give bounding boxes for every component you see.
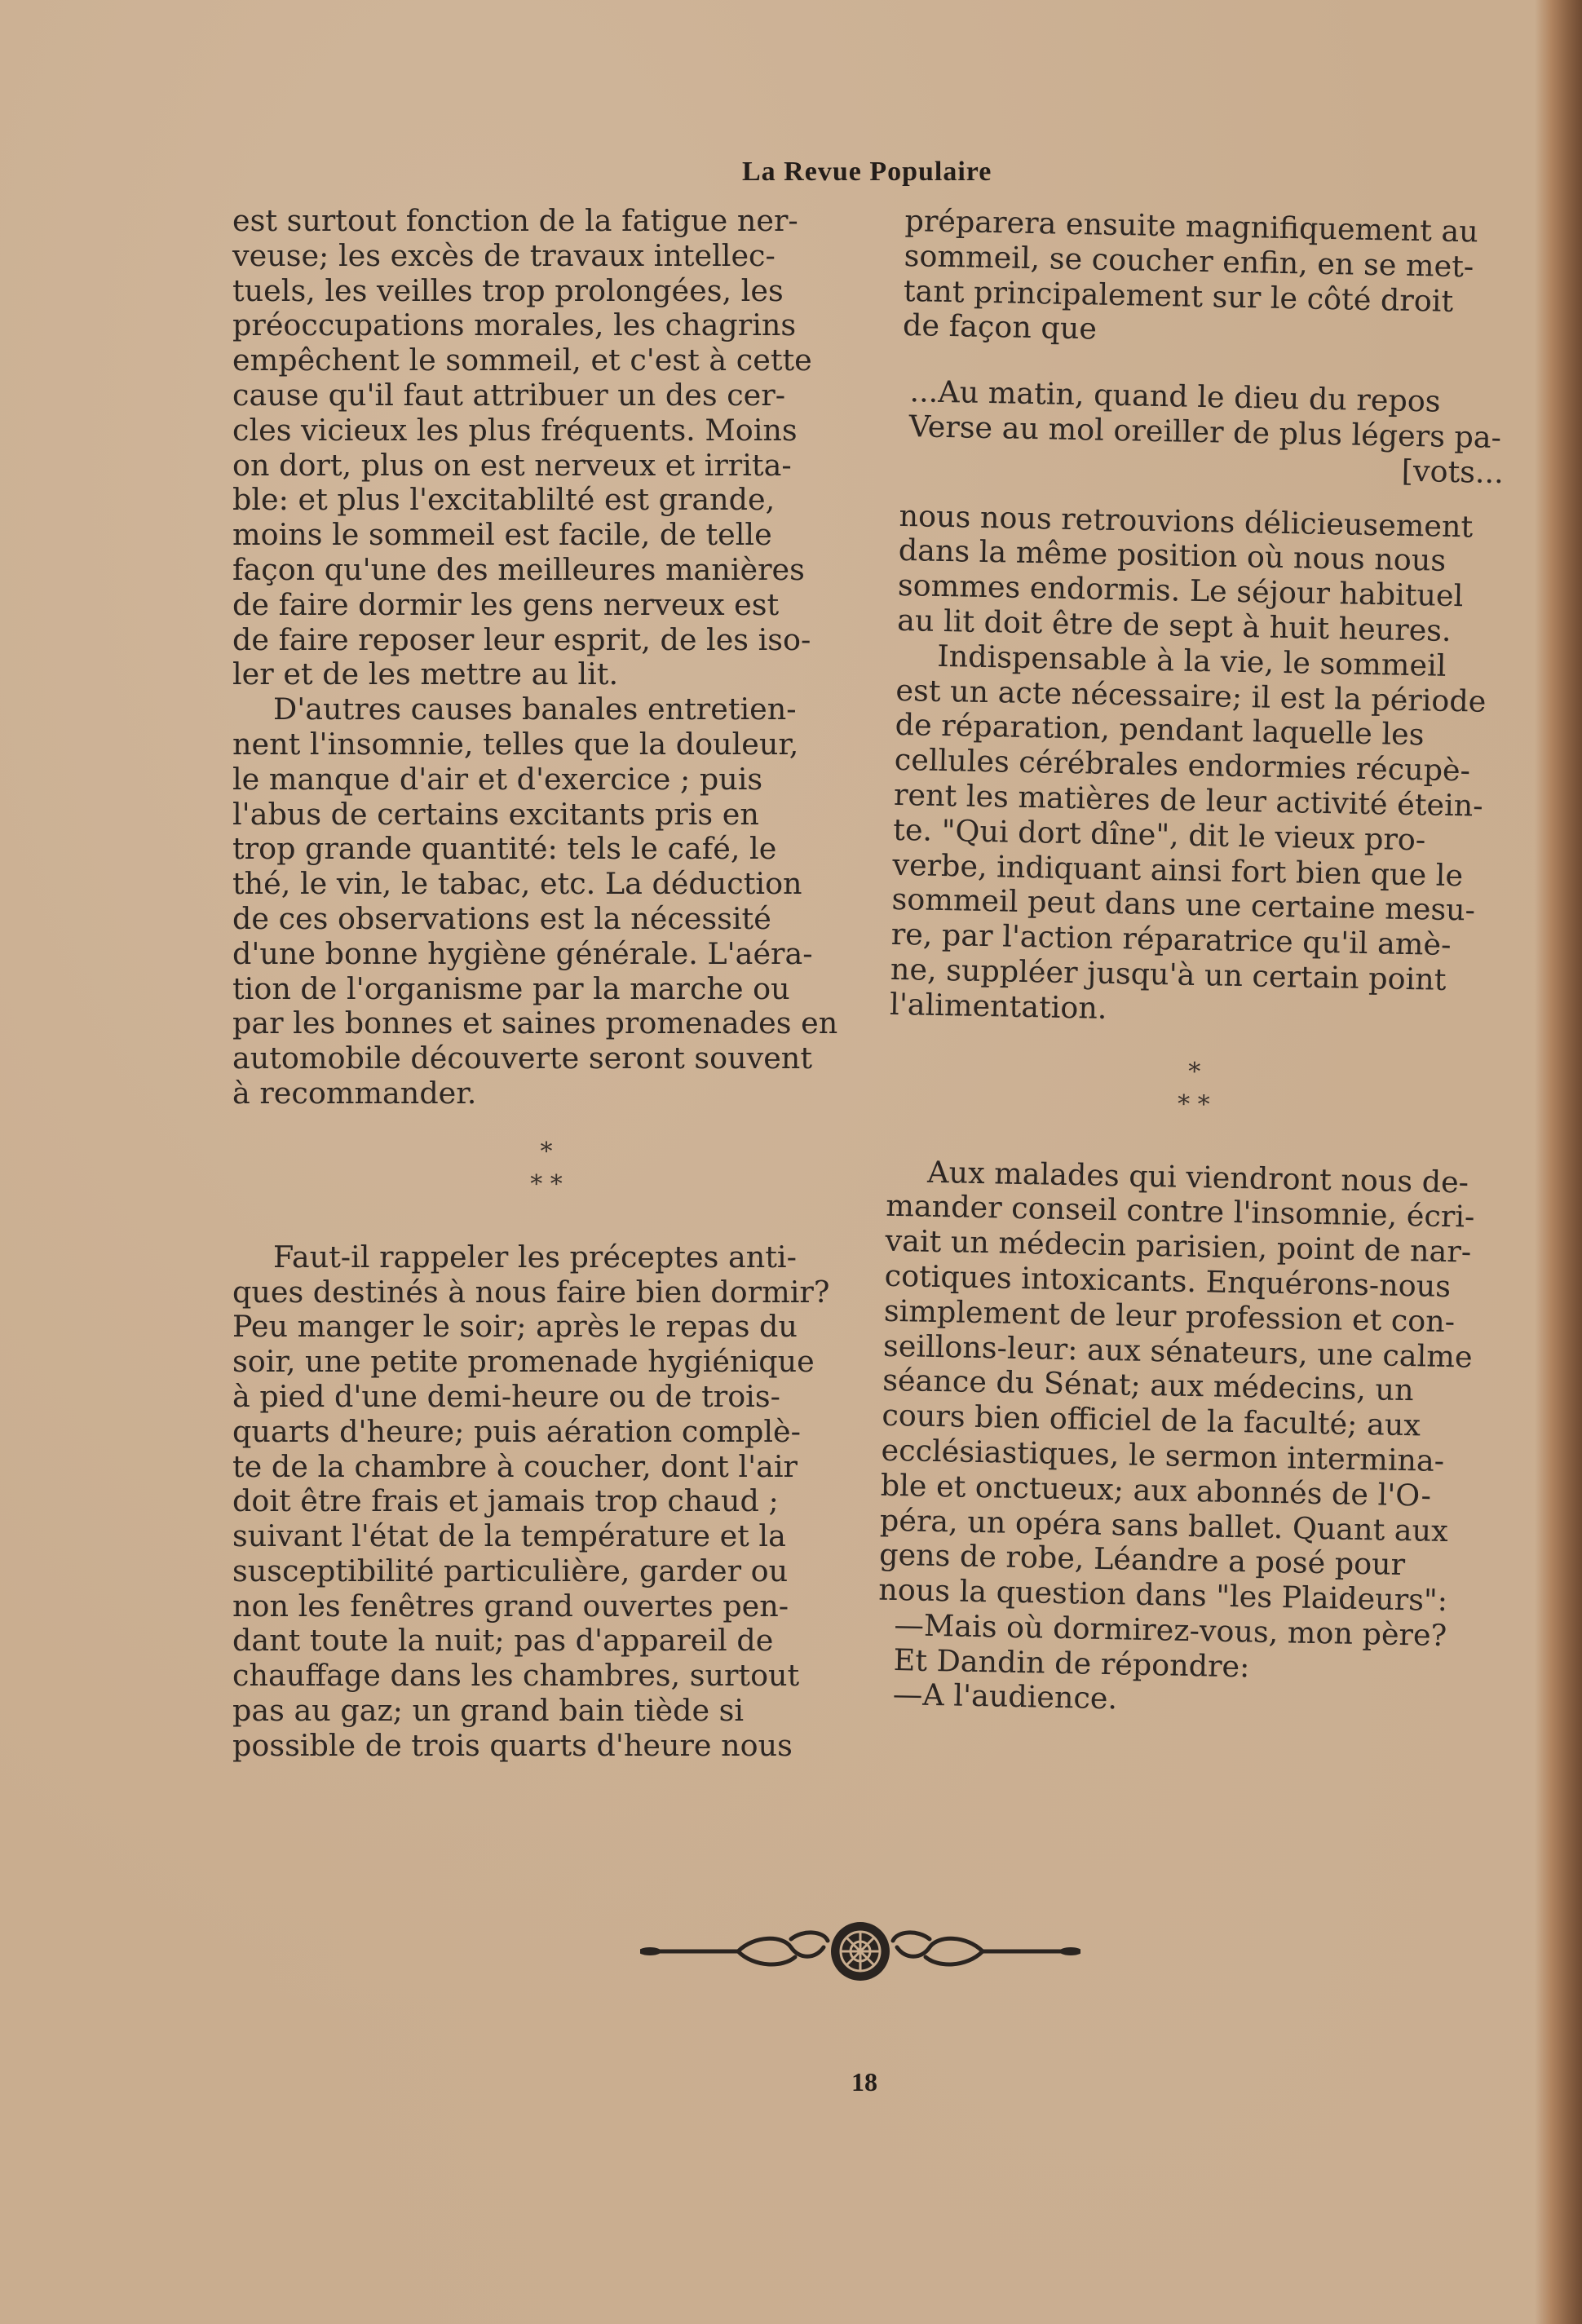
right-paragraph-4: Aux malades qui viendront nous de- mander conseil contre l'insomnie, écri- vait un médecin parisien, point de nar- cotiques intoxicants. Enquérons-nous simplement de leur profession et con- seillons-leur: aux sénateurs, une calme séance du Sénat; aux médecins, un cours bien officiel de la faculté; aux ecclésiastiques, le sermon intermina- ble et onctueux; aux abonnés de l'O- péra, un opéra sans ballet. Quant aux gens de robe, Léandre a posé pour nous la question dans "les Plaideurs": xyxy=(877,1154,1475,1619)
left-paragraph-2: D'autres causes banales entretien- nent l'insomnie, telles que la douleur, le manque d'air et d'exercice ; puis l'abus de certains excitants pris en trop grande quantité: tels le café, le thé, le vin, le tabac, etc. La déduction de ces observations est la nécessité d'une bonne hygiène générale. L'aéra- tion de l'organisme par la marche ou par les bonnes et saines promenades en automobile découverte seront souvent à recommander. xyxy=(232,691,838,1111)
verse-line-2: Verse au mol oreiller de plus légers pa- xyxy=(908,409,1502,456)
left-column xyxy=(232,204,860,1764)
section-separator-top: * xyxy=(540,1137,553,1166)
page-edge xyxy=(1535,0,1582,2324)
section-separator-top: * xyxy=(1187,1057,1201,1086)
section-separator-bottom: * * xyxy=(1177,1089,1210,1119)
verse-line-3: [vots... xyxy=(1401,453,1505,490)
right-paragraph-3: Indispensable à la vie, le sommeil est un acte nécessaire; il est la période de réparation, pendant laquelle les cellules cérébrales endormies récupè- rent les matières de leur activité étein- te. "Qui dort dîne", dit le vieux pro- verbe, indiquant ainsi fort bien que le sommeil peut dans une certaine mesu- re, par l'action réparatrice qu'il amè- ne, suppléer jusqu'à un certain point l'alimentation. xyxy=(889,638,1487,1026)
left-paragraph-1: est surtout fonction de la fatigue ner- veuse; les excès de travaux intellec- tuels, les veilles trop prolongées, les préoccupations morales, les chagrins empêchent le sommeil, et c'est à cette cause qu'il faut attribuer un des cer- cles vicieux les plus fréquents. Moins on dort, plus on est nerveux et irrita- ble: et plus l'excitablilté est grande, moins le sommeil est facile, de telle façon qu'une des meilleures manières de faire dormir les gens nerveux est de faire reposer leur esprit, de les iso- ler et de les mettre au lit. xyxy=(232,203,812,692)
page-number: 18 xyxy=(851,2067,877,2096)
right-column xyxy=(876,204,1516,1724)
dialogue-line-2: Et Dandin de répondre: xyxy=(893,1641,1250,1685)
dialogue-line-3: —A l'audience. xyxy=(892,1677,1118,1716)
left-paragraph-3: Faut-il rappeler les préceptes anti- ques destinés à nous faire bien dormir? Peu manger le soir; après le repas du soir, une petite promenade hygiénique à pied d'une demi-heure ou de trois- quarts d'heure; puis aération complè- te de la chambre à coucher, dont l'air doit être frais et jamais trop chaud ; suivant l'état de la température et la susceptibilité particulière, garder ou non les fenêtres grand ouvertes pen- dant toute la nuit; pas d'appareil de chauffage dans les chambres, surtout pas au gaz; un grand bain tiède si possible de trois quarts d'heure nous xyxy=(232,1239,830,1763)
scroll-ornament-icon xyxy=(640,1915,1080,1988)
verse-line-1: ...Au matin, quand le dieu du repos xyxy=(909,373,1441,419)
section-separator-bottom: * * xyxy=(530,1169,563,1199)
right-paragraph-2: nous nous retrouvions délicieusement dans la même position où nous nous sommes endormis. Le séjour habituel au lit doit être de sept à huit heures. xyxy=(896,497,1474,648)
running-header: La Revue Populaire xyxy=(742,157,992,187)
dialogue-line-1: —Mais où dormirez-vous, mon père? xyxy=(894,1606,1447,1653)
right-paragraph-1: préparera ensuite magnifiquement au sommeil, se coucher enfin, en se met- tant principalement sur le côté droit de façon que xyxy=(902,203,1479,347)
